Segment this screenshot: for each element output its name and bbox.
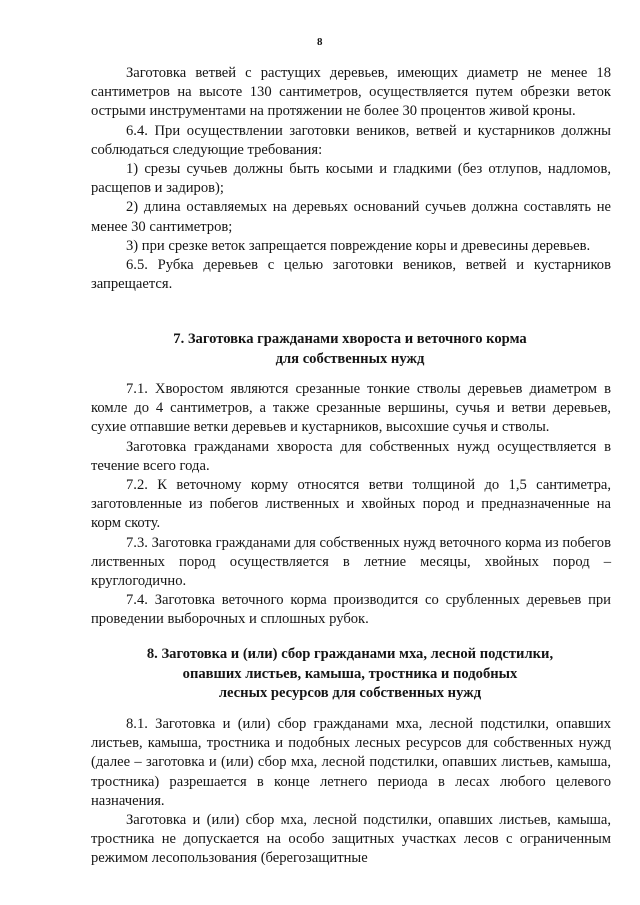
page-number: 8 <box>317 36 323 48</box>
paragraph-brushwood-period: Заготовка гражданами хвороста для собственных нужд осуществляется в течение всего года. <box>91 438 611 474</box>
section-8-body <box>91 715 611 869</box>
section-8-heading-line-2: опавших листьев, камыша, тростника и подобных <box>182 665 518 682</box>
section-7-heading-line-2: для собственных нужд <box>275 350 425 367</box>
section-8-heading <box>80 645 620 704</box>
paragraph-requirement-2: 2) длина оставляемых на деревьях оснований сучьев должна составлять не менее 30 сантиметров; <box>91 199 611 235</box>
paragraph-6-4: 6.4. При осуществлении заготовки веников, ветвей и кустарников должны соблюдаться следующие требования: <box>91 122 611 158</box>
section-7-heading-line-1: 7. Заготовка гражданами хвороста и веточного корма <box>173 331 527 347</box>
paragraph-moss-restrictions: Заготовка и (или) сбор мха, лесной подстилки, опавших листьев, камыша, тростника не допускается на особо защитных участках лесов с ограниченным режимом лесопользования (берегозащитные <box>91 812 611 867</box>
section-7-heading <box>80 330 620 369</box>
paragraph-7-4: 7.4. Заготовка веточного корма производится со срубленных деревьев при проведении выборочных и сплошных рубок. <box>91 592 611 628</box>
paragraph-requirement-1: 1) срезы сучьев должны быть косыми и гладкими (без отлупов, надломов, расщепов и задиров); <box>91 161 611 197</box>
paragraph-requirement-3: 3) при срезке веток запрещается повреждение коры и древесины деревьев. <box>126 237 591 254</box>
paragraph-7-3: 7.3. Заготовка гражданами для собственных нужд веточного корма из побегов лиственных пород осуществляется в летние месяцы, хвойных пород – круглогодично. <box>91 534 611 590</box>
paragraph-branches-harvesting: Заготовка ветвей с растущих деревьев, имеющих диаметр не менее 18 сантиметров на высоте 130 сантиметров, осуществляется путем обрезки веток острыми инструментами на протяжении не более 30 процентов живой кроны. <box>91 65 611 120</box>
paragraph-7-1: 7.1. Хворостом являются срезанные тонкие стволы деревьев диаметром в комле до 4 сантиметров, а также срезанные вершины, сучья и ветви деревьев, сухие отпавшие ветки деревьев и кустарников, высохшие сучья и стволы. <box>91 381 611 436</box>
section-8-heading-line-1: 8. Заготовка и (или) сбор гражданами мха, лесной подстилки, <box>146 646 554 662</box>
paragraph-8-1: 8.1. Заготовка и (или) сбор гражданами мха, лесной подстилки, опавших листьев, камыша, тростника и подобных лесных ресурсов для собственных нужд (далее – заготовка и (или) сбор мха, лесной подстилки, опавших листьев, камыша, тростника) разрешается в конце летнего периода в лесах любого целевого назначения. <box>91 716 611 809</box>
section-6-continuation <box>91 64 611 294</box>
section-8-heading-line-3: лесных ресурсов для собственных нужд <box>218 685 482 701</box>
paragraph-6-5: 6.5. Рубка деревьев с целью заготовки веников, ветвей и кустарников запрещается. <box>91 257 611 293</box>
paragraph-7-2: 7.2. К веточному корму относятся ветви толщиной до 1,5 сантиметра, заготовленные из побегов лиственных и хвойных пород и предназначенные на корм скоту. <box>91 477 611 532</box>
section-7-body <box>91 380 611 630</box>
